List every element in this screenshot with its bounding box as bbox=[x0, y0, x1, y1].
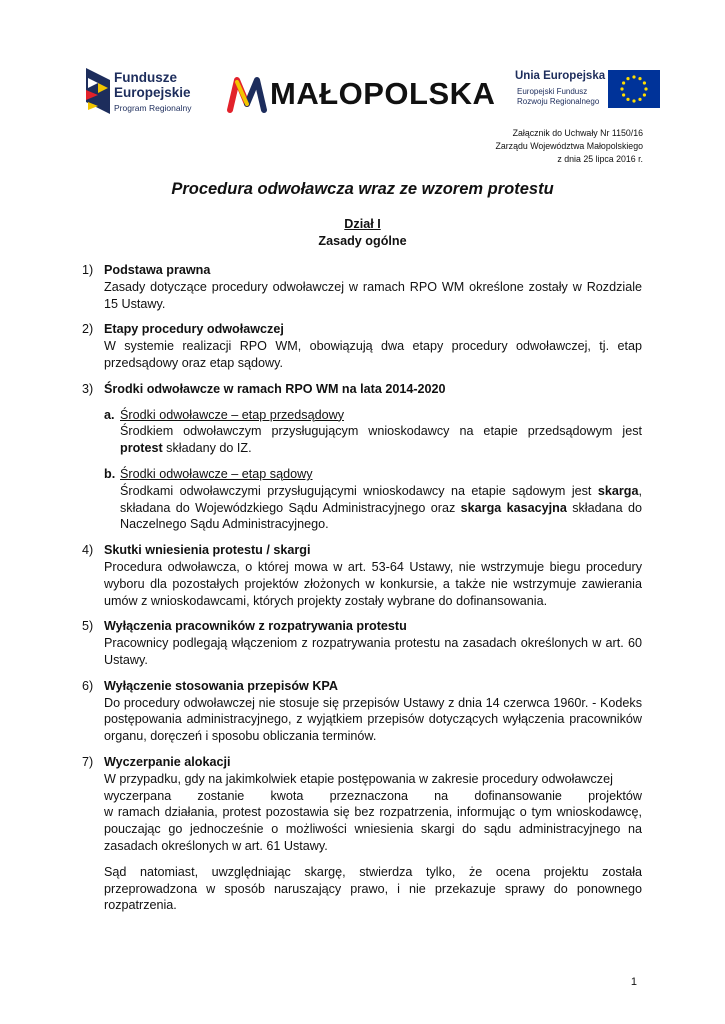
item-paragraph: Sąd natomiast, uwzględniając skargę, stwierdza tylko, że ocena projektu została przeprowadzona w sposób naruszający prawo, i nie przekazuje sprawy do ponownego rozpatrzenia. bbox=[104, 864, 642, 913]
ue-line3: Rozwoju Regionalnego bbox=[517, 97, 600, 106]
item-text-line: wyczerpana zostanie kwota przeznaczona na dofinansowanie projektów bbox=[104, 788, 642, 803]
item-number: 4) bbox=[82, 543, 94, 558]
item-text: Procedura odwoławcza, o której mowa w art. 53-64 Ustawy, nie wstrzymuje biegu procedury wyboru dla pozostałych projektów złożonych w konkursie, a także nie wstrzymuje zawierania umów z wnioskodawcami, których projekty zostały wybrane do dofinansowania. bbox=[104, 559, 642, 608]
item-text-rest: w ramach działania, protest pozostawia się bez rozpatrzenia, informując o tym wnioskodawcę, pouczając go jednocześnie o możliwości wniesienia skargi do sądu administracyjnego na zasadach określonych w art. 61 Ustawy. bbox=[104, 805, 642, 853]
fe-flag-icon bbox=[84, 68, 110, 114]
document-title: Procedura odwoławcza wraz ze wzorem protestu bbox=[171, 180, 554, 198]
fundusze-europejskie-logo bbox=[84, 68, 204, 116]
malopolska-logo bbox=[226, 74, 496, 114]
document-body bbox=[82, 262, 642, 923]
eu-flag-icon bbox=[608, 70, 660, 108]
item-number: 6) bbox=[82, 678, 94, 693]
text-run: Środkiem odwoławczym przysługującym wnioskodawcy na etapie przedsądowym jest bbox=[120, 424, 642, 439]
section-heading bbox=[0, 216, 725, 250]
bold-term: skarga kasacyjna bbox=[460, 500, 567, 515]
item-text: Pracownicy podlegają włączeniom z rozpatrywania protestu na zasadach określonych w art. 60 Ustawy. bbox=[104, 636, 642, 667]
list-item bbox=[82, 618, 642, 668]
item-number: 5) bbox=[82, 619, 94, 634]
item-text: W systemie realizacji RPO WM, obowiązują dwa etapy procedury odwoławczej, tj. etap przedsądowy oraz etap sądowy. bbox=[104, 339, 642, 370]
annex-line2: Zarządu Województwa Małopolskiego bbox=[495, 141, 643, 151]
item-heading: Wyłączenie stosowania przepisów KPA bbox=[104, 678, 338, 693]
item-heading: Środki odwoławcze w ramach RPO WM na lata 2014-2020 bbox=[104, 381, 446, 396]
list-item bbox=[82, 381, 642, 533]
annex-line1: Załącznik do Uchwały Nr 1150/16 bbox=[512, 128, 643, 138]
item-heading: Etapy procedury odwoławczej bbox=[104, 322, 284, 337]
item-heading: Podstawa prawna bbox=[104, 263, 211, 277]
sub-item-title: Środki odwoławcze – etap przedsądowy bbox=[120, 407, 345, 422]
item-number: 2) bbox=[82, 322, 94, 337]
fe-line3: Program Regionalny bbox=[114, 103, 192, 113]
list-item bbox=[82, 321, 642, 371]
malopolska-wordmark: MAŁOPOLSKA bbox=[270, 76, 496, 111]
bold-term: protest bbox=[120, 441, 163, 456]
item-text: Do procedury odwoławczej nie stosuje się przepisów Ustawy z dnia 14 czerwca 1960r. - Kodeks postępowania administracyjnego, z wyjątkiem przepisów dotyczących wyłączenia pracowników organu, doręczeń i sposobu obliczania terminów. bbox=[104, 695, 642, 744]
item-text bbox=[104, 771, 642, 855]
logo-header bbox=[0, 60, 725, 124]
annex-note bbox=[495, 127, 643, 166]
sub-item bbox=[104, 407, 642, 457]
list-item bbox=[82, 542, 642, 609]
unia-europejska-logo bbox=[515, 70, 665, 116]
sub-item-title: Środki odwoławcze – etap sądowy bbox=[120, 466, 313, 481]
fe-line2: Europejskie bbox=[114, 85, 191, 100]
item-number: 3) bbox=[82, 381, 94, 396]
text-run: składana do Naczelnego Sądu Administracyjnego. bbox=[120, 500, 642, 532]
bold-term: skarga bbox=[597, 483, 639, 498]
text-run: , składana do Wojewódzkiego Sądu Administracyjnego oraz bbox=[120, 483, 642, 515]
ue-line1: Unia Europejska bbox=[515, 70, 606, 82]
sub-item-text bbox=[120, 423, 642, 457]
item-heading: Skutki wniesienia protestu / skargi bbox=[104, 543, 311, 558]
sub-item-letter: a. bbox=[104, 407, 115, 422]
sub-item-text bbox=[120, 483, 642, 533]
ue-line2: Europejski Fundusz bbox=[517, 87, 588, 96]
text-run: Środkami odwoławczymi przysługującymi wnioskodawcy na etapie sądowym jest bbox=[120, 483, 598, 498]
malopolska-m-icon bbox=[226, 74, 268, 114]
page-number: 1 bbox=[630, 976, 637, 988]
section-name: Zasady ogólne bbox=[318, 234, 407, 248]
fe-line1: Fundusze bbox=[114, 70, 177, 85]
item-text-line: W przypadku, gdy na jakimkolwiek etapie postępowania w zakresie procedury odwoławczej bbox=[104, 771, 613, 786]
list-item bbox=[82, 678, 642, 745]
item-text: Zasady dotyczące procedury odwoławczej w ramach RPO WM określone zostały w Rozdziale 15 Ustawy. bbox=[104, 279, 642, 311]
list-item bbox=[82, 754, 642, 914]
item-number: 1) bbox=[82, 263, 94, 277]
sub-item-letter: b. bbox=[104, 466, 116, 481]
item-heading: Wyczerpanie alokacji bbox=[104, 754, 231, 769]
text-run: składany do IZ. bbox=[162, 441, 252, 456]
item-heading: Wyłączenia pracowników z rozpatrywania protestu bbox=[104, 619, 407, 634]
section-label: Dział I bbox=[344, 217, 381, 231]
list-item bbox=[82, 262, 642, 312]
annex-line3: z dnia 25 lipca 2016 r. bbox=[557, 154, 643, 164]
sub-item bbox=[104, 466, 642, 533]
item-number: 7) bbox=[82, 754, 94, 769]
